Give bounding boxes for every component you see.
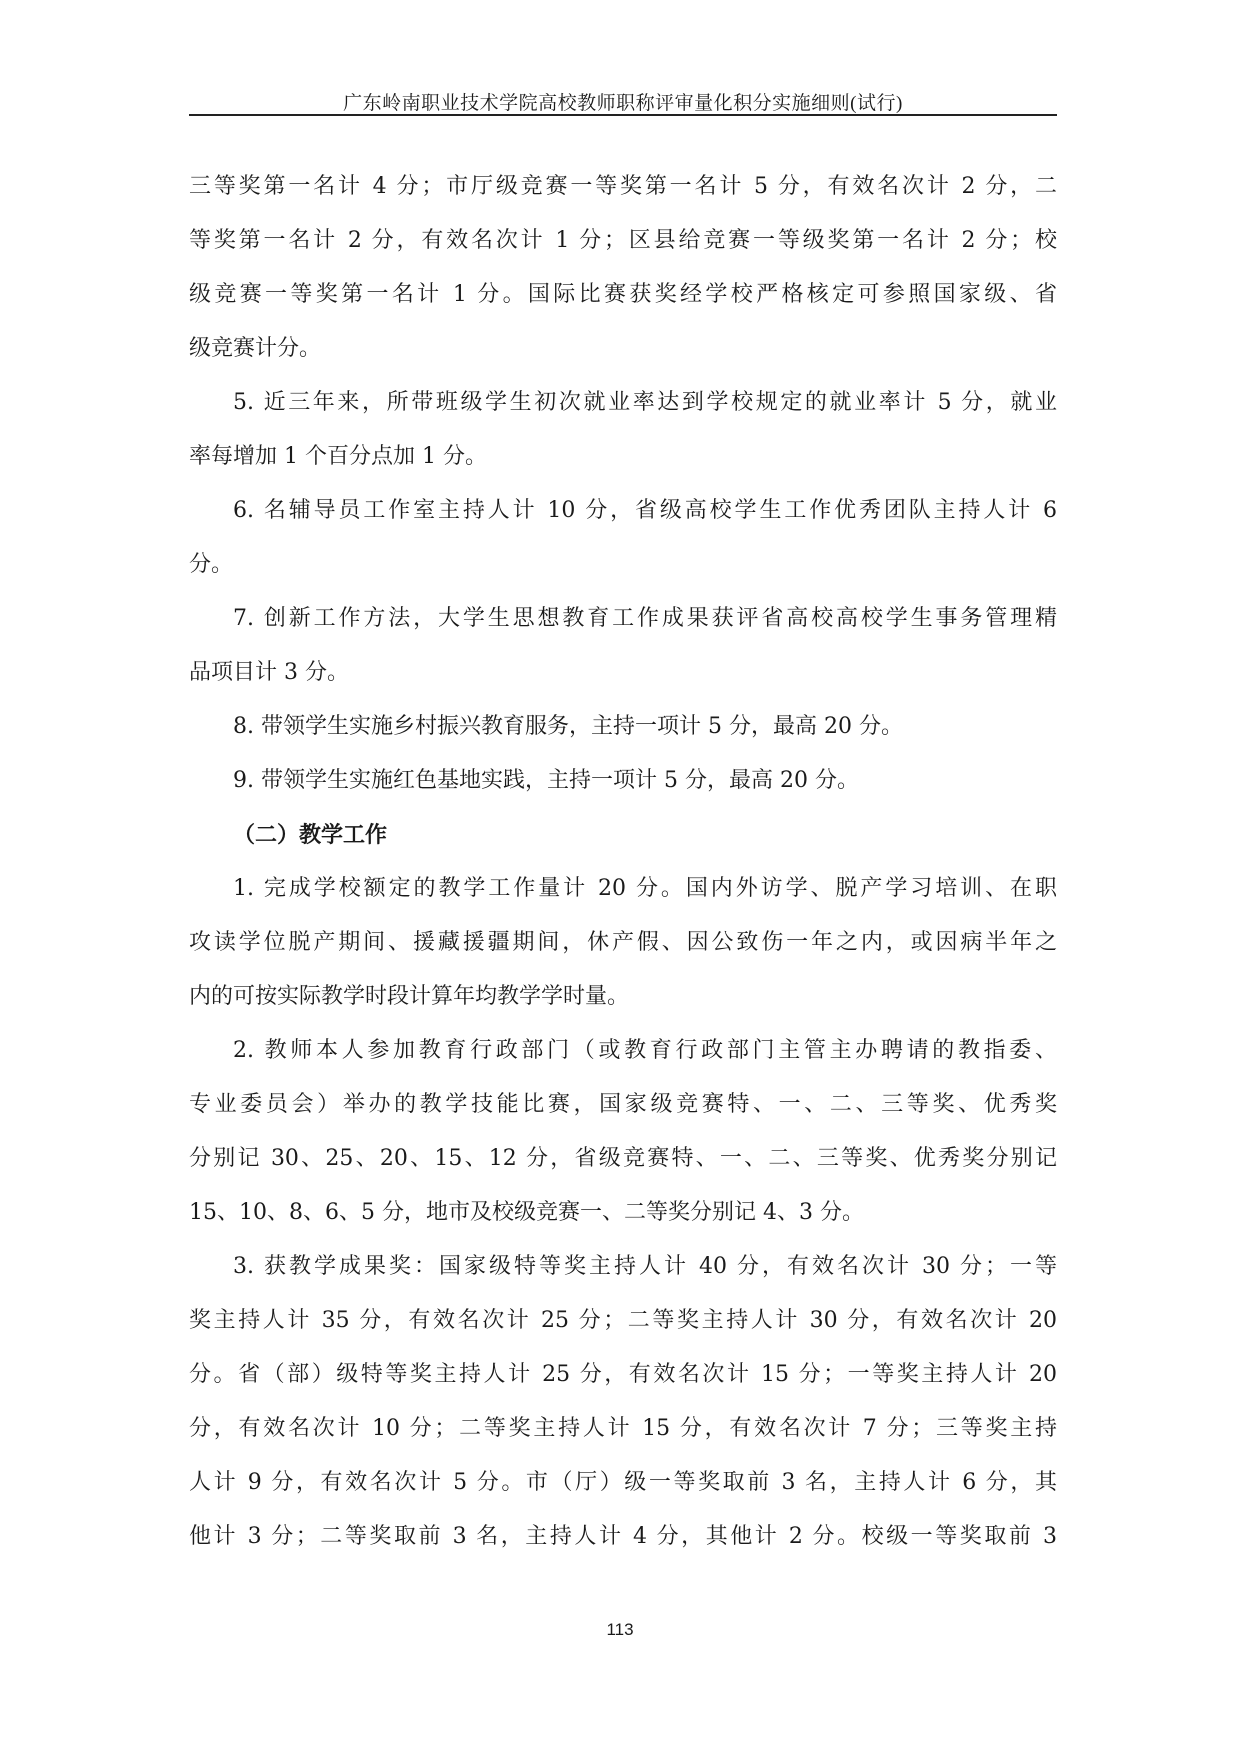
text-line: 奖主持人计 35 分，有效名次计 25 分；二等奖主持人计 30 分，有效名次计 20 (189, 1308, 1057, 1333)
paragraph-2-line: 2. 教师本人参加教育行政部门（或教育行政部门主管主办聘请的教指委、 (233, 1038, 1057, 1063)
text-line: 品项目计 3 分。 (189, 660, 349, 685)
text-line: 分别记 30、25、20、15、12 分，省级竞赛特、一、二、三等奖、优秀奖分别记 (189, 1146, 1057, 1171)
paragraph-1-line: 1. 完成学校额定的教学工作量计 20 分。国内外访学、脱产学习培训、在职 (233, 876, 1057, 901)
page-number: 113 (606, 1620, 634, 1639)
text-line: 等奖第一名计 2 分，有效名次计 1 分；区县给竞赛一等级奖第一名计 2 分；校 (189, 228, 1057, 253)
text-line: 级竞赛一等奖第一名计 1 分。国际比赛获奖经学校严格核定可参照国家级、省 (189, 282, 1057, 307)
paragraph-9-line: 9. 带领学生实施红色基地实践，主持一项计 5 分，最高 20 分。 (233, 768, 859, 793)
text-line: 三等奖第一名计 4 分；市厅级竞赛一等奖第一名计 5 分，有效名次计 2 分，二 (189, 174, 1057, 199)
running-header: 广东岭南职业技术学院高校教师职称评审量化积分实施细则(试行) (343, 93, 903, 114)
text-line: 人计 9 分，有效名次计 5 分。市（厅）级一等奖取前 3 名，主持人计 6 分，其 (189, 1470, 1057, 1495)
paragraph-6-line: 6. 名辅导员工作室主持人计 10 分，省级高校学生工作优秀团队主持人计 6 (233, 498, 1057, 523)
text-line: 他计 3 分；二等奖取前 3 名，主持人计 4 分，其他计 2 分。校级一等奖取前 3 (189, 1524, 1057, 1549)
paragraph-3-line: 3. 获教学成果奖：国家级特等奖主持人计 40 分，有效名次计 30 分；一等 (233, 1254, 1057, 1279)
text-line: 分。省（部）级特等奖主持人计 25 分，有效名次计 15 分；一等奖主持人计 20 (189, 1362, 1057, 1387)
text-line: 率每增加 1 个百分点加 1 分。 (189, 444, 487, 469)
document-body (189, 160, 1057, 1564)
section-heading: （二）教学工作 (233, 822, 388, 848)
text-line: 攻读学位脱产期间、援藏援疆期间，休产假、因公致伤一年之内，或因病半年之 (189, 930, 1057, 955)
text-line: 内的可按实际教学时段计算年均教学学时量。 (189, 984, 630, 1009)
header-rule (189, 114, 1057, 116)
paragraph-8-line: 8. 带领学生实施乡村振兴教育服务，主持一项计 5 分，最高 20 分。 (233, 714, 903, 739)
text-line: 15、10、8、6、5 分，地市及校级竞赛一、二等奖分别记 4、3 分。 (189, 1200, 864, 1225)
text-line: 专业委员会）举办的教学技能比赛，国家级竞赛特、一、二、三等奖、优秀奖 (189, 1092, 1057, 1117)
text-line: 级竞赛计分。 (189, 336, 322, 361)
paragraph-5-line: 5. 近三年来，所带班级学生初次就业率达到学校规定的就业率计 5 分，就业 (233, 390, 1057, 415)
text-line: 分。 (189, 552, 234, 577)
paragraph-7-line: 7. 创新工作方法，大学生思想教育工作成果获评省高校高校学生事务管理精 (233, 606, 1057, 631)
text-line: 分，有效名次计 10 分；二等奖主持人计 15 分，有效名次计 7 分；三等奖主持 (189, 1416, 1057, 1441)
